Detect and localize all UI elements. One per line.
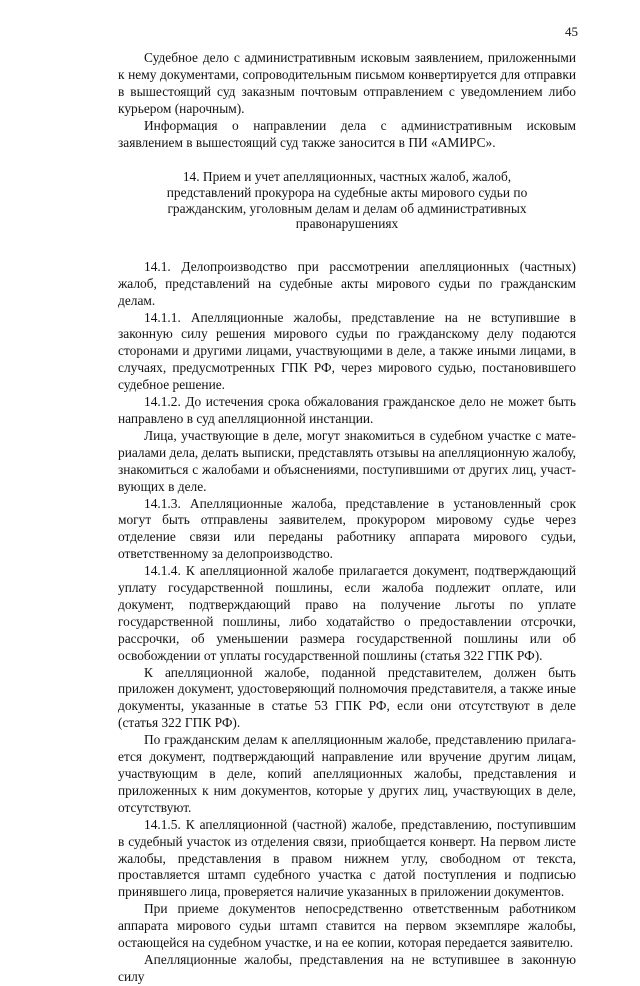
page-number: 45	[565, 24, 578, 39]
paragraph-stamp-copy: При приеме документов непосредственно ответственным работником аппарата мирового судьи штамп ставится на первом экземпляре жалобы, остающейся на судебном участке, и на ее копии, которая передается заявителю.	[118, 901, 576, 951]
paragraph-14-1-4: 14.1.4. К апелляционной жалобе прилагается документ, подтверждающий уплату государственной пошлины, если жалоба подлежит оплате, или документ, подтверждающий право на получение льготы по уплате государственной пошлины, либо ходатайство о предоставлении отсрочки, рассрочки, об уменьшении размера государственной пошлины или об освобождении от уплаты государственной пошлины (статья 322 ГПК РФ).	[118, 563, 576, 663]
paragraph-amirs-record: Информация о направлении дела с административным исковым заявлением в вышестоящий суд также заносится в ПИ «АМИРС».	[118, 117, 576, 150]
paragraph-participants-rights: Лица, участвующие в деле, могут знакомиться в судебном участке с материалами дела, делать выписки, представлять отзывы на апелляционную жалобу, знакомиться с жалобами и объяснениями, поступившими от других лиц, участвующих в деле.	[118, 427, 576, 494]
paragraph-14-1-2: 14.1.2. До истечения срока обжалования гражданское дело не может быть направлено в суд апелляционной инстанции.	[118, 394, 576, 426]
paragraph-14-1-1: 14.1.1. Апелляционные жалобы, представление на не вступившие в законную силу решения мирового судьи по гражданскому делу подаются сторонами и другими лицами, участвующими в деле, а также иными лицами, в случаях, предусмотренных ГПК РФ, через мирового судью, постановившего судебное решение.	[118, 309, 576, 393]
document-body	[118, 50, 576, 986]
section-heading-14: 14. Прием и учет апелляционных, частных жалоб, жалоб, представлений прокурора на судебные акты мирового судьи по гражданским, уголовным делам и делам об административных правонарушениях	[166, 169, 528, 232]
paragraph-dispatch-case: Судебное дело с административным исковым заявлением, приложенными к нему документами, сопроводительным письмом конвертируется для отправки в вышестоящий суд заказным почтовым отправлением с уведомлением либо курьером (нарочным).	[118, 50, 576, 116]
paragraph-14-1-3: 14.1.3. Апелляционные жалоба, представление в установленный срок могут быть отправлены заявителем, прокурором мировому судье через отделение связи или переданы работнику аппарата мирового судьи, ответственному за делопроизводство.	[118, 495, 576, 562]
paragraph-14-1: 14.1. Делопроизводство при рассмотрении апелляционных (частных) жалоб, представлений на судебные акты мирового судьи по гражданским делам.	[118, 258, 576, 308]
paragraph-representative: К апелляционной жалобе, поданной представителем, должен быть приложен документ, удостоверяющий полномочия представителя, а также иные документы, указанные в статье 53 ГПК РФ, если они отсутствуют в деле (статья 322 ГПК РФ).	[118, 664, 576, 731]
paragraph-continuation: Апелляционные жалобы, представления на не вступившее в законную силу	[118, 951, 576, 984]
paragraph-civil-cases: По гражданским делам к апелляционным жалобе, представлению прилагается документ, подтверждающий направление или вручение другим лицам, участвующим в деле, копий апелляционных жалобы, представления и приложенных к ним документов, которые у других лиц, участвующих в деле, отсутствуют.	[118, 732, 576, 815]
paragraph-14-1-5: 14.1.5. К апелляционной (частной) жалобе, представлению, поступившим в судебный участок из отделения связи, приобщается конверт. На первом листе жалобы, представления в правом нижнем углу, свободном от текста, проставляется штамп судебного участка с датой поступления и подписью принявшего лица, проверяется наличие указанных в приложении документов.	[118, 816, 576, 900]
